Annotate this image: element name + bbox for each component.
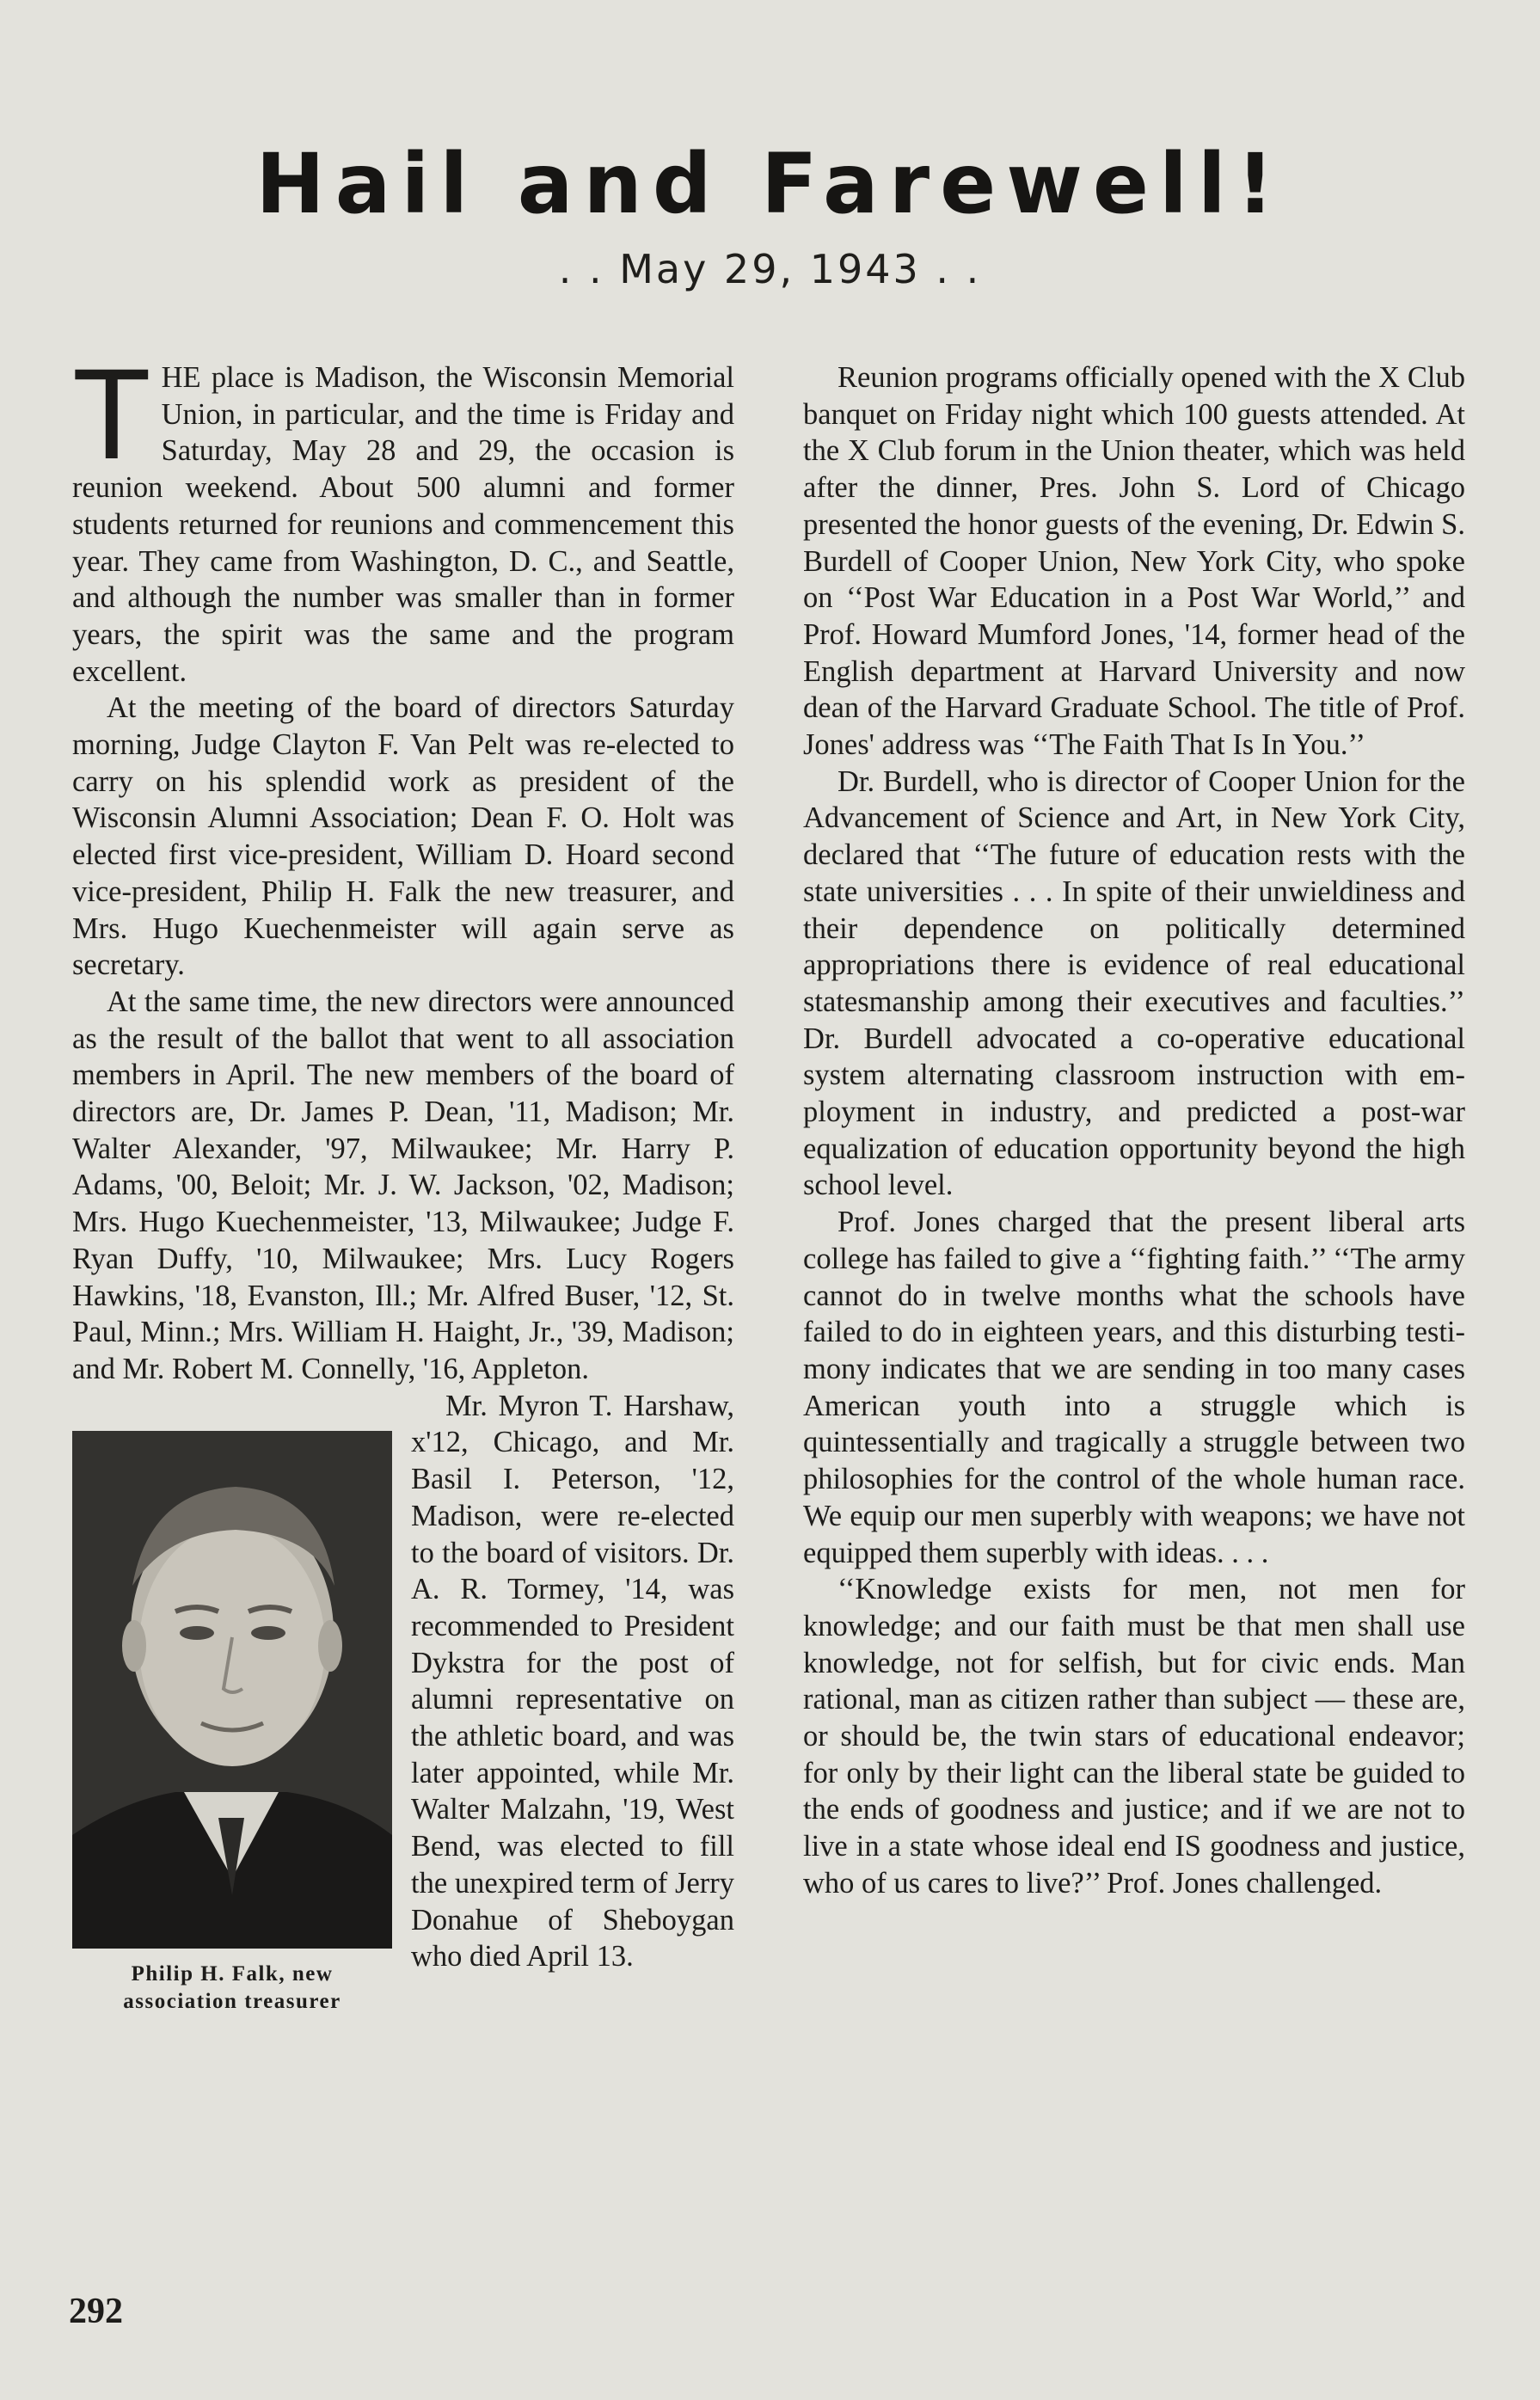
article-date: . . May 29, 1943 . .	[558, 246, 982, 292]
portrait-image	[72, 1431, 392, 1949]
left-paragraph-2: At the meeting of the board of directors Saturday morning, Judge Clayton F. Van Pelt was re-elected to carry on his splendid work as president of the Wisconsin Alumni Association; Dean F. O. Holt was elected first vice-president, William D. Hoard second vice-president, Philip H. Falk the new treasurer, and Mrs. Hugo Kuechenmeister will again serve as secretary.	[72, 691, 734, 982]
right-paragraph-4: ‘‘Knowledge exists for men, not men for knowledge; and our faith must be that men shall use knowledge, not for selfish, but for civic ends. Man rational, man as citizen rather than subject — these are, or should be, the twin stars of educational endeavor; for only by their light can the liberal state be guided to the ends of goodness and justice; and if we are not to live in a state whose ideal end IS goodness and justice, who of us cares to live?’’ Prof. Jones challenged.	[803, 1573, 1465, 1900]
right-column	[803, 359, 1465, 1902]
photo-block	[72, 1431, 392, 2016]
left-paragraph-1-text: HE place is Madison, the Wisconsin Memorial Union, in particular, and the time is Friday and Saturday, May 28 and 29, the occasion is reunion weekend. About 500 alumni and former students returned for reunions and commencement this year. They came from Washington, D. C., and Seattle, and although the number was smaller than in former years, the spirit was the same and the program excellent.	[72, 361, 734, 688]
photo-caption: Philip H. Falk, new association treasurer	[123, 1961, 341, 2013]
article-title: Hail and Farewell!	[255, 136, 1285, 232]
drop-cap: T	[72, 341, 151, 486]
page-number: 292	[69, 2292, 123, 2331]
right-paragraph-1: Reunion programs officially opened with the X Club banquet on Friday night which 100 guests attended. At the X Club forum in the Union theater, which was held after the dinner, Pres. John S. Lord of Chicago presented the honor guests of the evening, Dr. Edwin S. Burdell of Cooper Union, New York City, who spoke on ‘‘Post War Education in a Post War World,’’ and Prof. Howard Mumford Jones, '14, former head of the English department at Harvard University and now dean of the Harvard Graduate School. The title of Prof. Jones' address was ‘‘The Faith That Is In You.’’	[803, 361, 1465, 762]
right-paragraph-2: Dr. Burdell, who is director of Cooper Union for the Advancement of Science and Art, in New York City, declared that ‘‘The future of education rests with the state universities . . . In spite of their unwieldiness and their dependence on politically determined appropriations there is evidence of real educational statesmanship among their executives and faculties.’’ Dr. Burdell advocated a co-operative educational system alternating classroom instruction with employment in industry, and predicted a post-war equalization of education opportunity beyond the high school level.	[803, 764, 1465, 1202]
left-paragraph-4: Mr. Myron T. Harshaw, x'12, Chicago, and Mr. Basil I. Peterson, '12, Madison, were re-elected to the board of visitors. Dr. A. R. Tormey, '14, was recommended to President Dykstra for the post of alumni representative on the athletic board, and was later appointed, while Mr. Walter Malzahn, '19, West Bend, was elected to fill the unexpired term of Jerry Donahue of Sheboygan who died April 13.	[411, 1389, 734, 1973]
left-paragraph-1	[72, 341, 734, 690]
right-paragraph-3: Prof. Jones charged that the present liberal arts college has failed to give a ‘‘fighting faith.’’ ‘‘The army cannot do in twelve months what the schools have failed to do in eighteen years, and this disturbing testimony indicates that we are sending in too many cases American youth into a struggle which is quintessentially and tragically a struggle between two philosophies for the control of the whole human race. We equip our men superbly with weapons; we have not equipped them superbly with ideas. . . .	[803, 1206, 1465, 1569]
left-column	[72, 341, 734, 2016]
portrait-photo	[72, 1431, 392, 1949]
left-paragraph-3: At the same time, the new directors were announced as the result of the ballot that went to all association members in April. The new members of the board of directors are, Dr. James P. Dean, '11, Madison; Mr. Walter Alexander, '97, Milwaukee; Mr. Harry P. Adams, '00, Beloit; Mr. J. W. Jackson, '02, Madison; Mrs. Hugo Kuechenmeister, '13, Milwaukee; Judge F. Ryan Duffy, '10, Milwaukee; Mrs. Lucy Rogers Hawkins, '18, Evanston, Ill.; Mr. Alfred Buser, '12, St. Paul, Minn.; Mrs. William H. Haight, Jr., '39, Madison; and Mr. Robert M. Connelly, '16, Appleton.	[72, 985, 734, 1385]
